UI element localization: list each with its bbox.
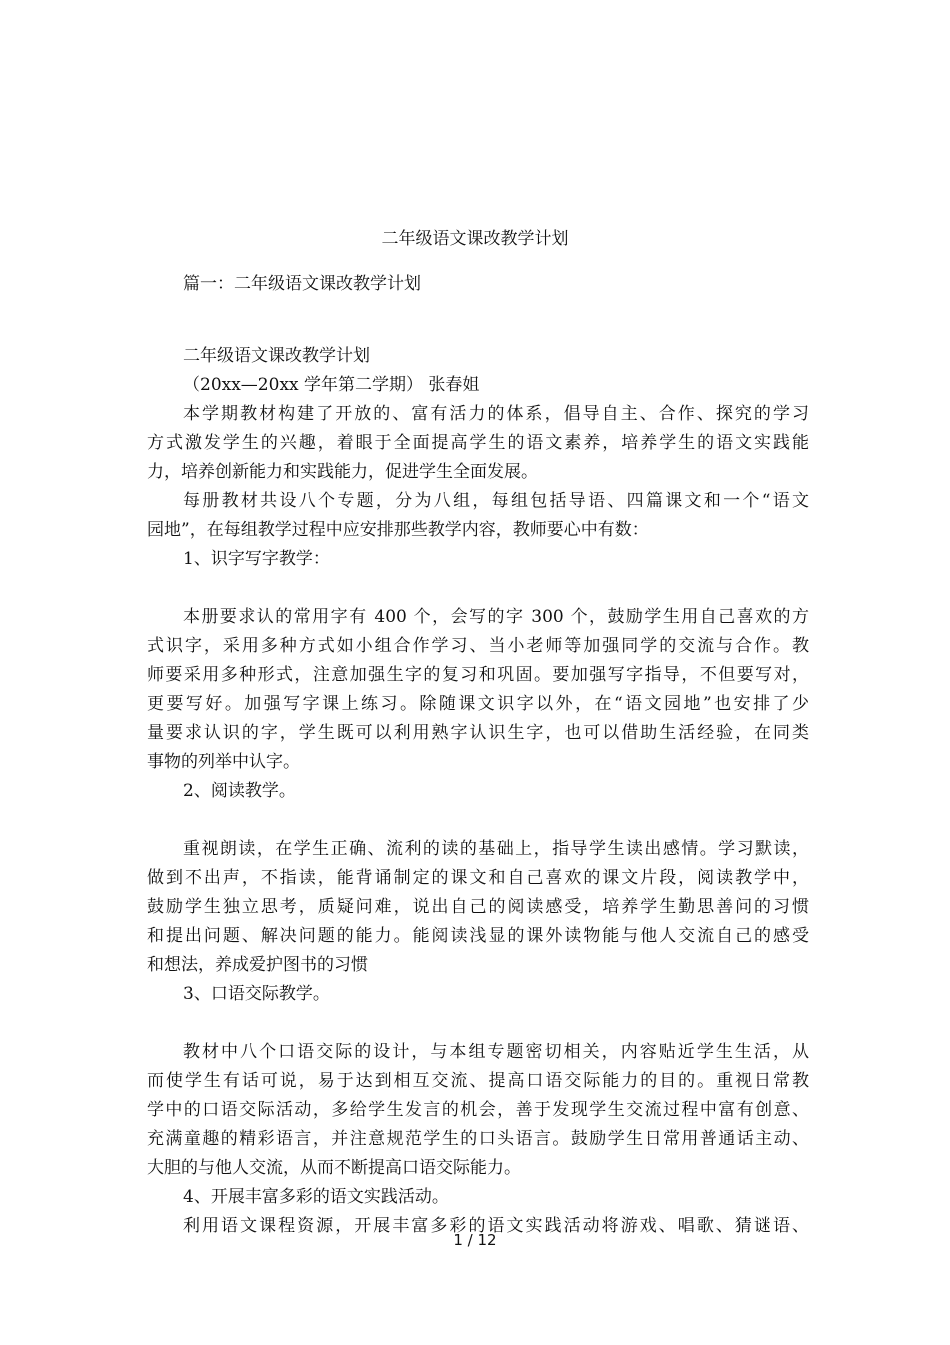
paragraph-line: 充满童趣的精彩语言，并注意规范学生的口头语言。鼓励学生日常用普通话主动、 <box>147 1129 809 1149</box>
paragraph-line: 和提出问题、解决问题的能力。能阅读浅显的课外读物能与他人交流自己的感受 <box>147 926 809 946</box>
paragraph-line: 每册教材共设八个专题，分为八组，每组包括导语、四篇课文和一个“语文 <box>183 491 809 511</box>
paragraph-line: 园地”，在每组教学过程中应安排那些教学内容，教师要心中有数： <box>147 520 649 540</box>
document-body <box>147 270 809 1241</box>
paragraph-line: 师要采用多种形式，注意加强生字的复习和巩固。要加强写字指导，不但要写对， <box>147 665 809 685</box>
paragraph-line: 而使学生有话可说，易于达到相互交流、提高口语交际能力的目的。重视日常教 <box>147 1071 809 1091</box>
paragraph-line: 更要写好。加强写字课上练习。除随课文识字以外，在“语文园地”也安排了少 <box>147 694 809 714</box>
paragraph-line: 力，培养创新能力和实践能力，促进学生全面发展。 <box>147 462 538 482</box>
document-title: 二年级语文课改教学计划 <box>381 229 569 249</box>
sub-title: 二年级语文课改教学计划 <box>183 346 370 366</box>
spacer <box>147 328 809 342</box>
paragraph-line: 大胆的与他人交流，从而不断提高口语交际能力。 <box>147 1158 521 1178</box>
paragraph-line: 方式激发学生的兴趣，着眼于全面提高学生的语文素养，培养学生的语文实践能 <box>147 433 809 453</box>
paragraph-line: 本册要求认的常用字有 400 个，会写的字 300 个，鼓励学生用自己喜欢的方 <box>183 607 809 627</box>
section-heading: 篇一：二年级语文课改教学计划 <box>183 274 421 294</box>
paragraph-line: 做到不出声，不指读，能背诵制定的课文和自己喜欢的课文片段，阅读教学中， <box>147 868 809 888</box>
spacer <box>147 1009 809 1038</box>
paragraph-line: 鼓励学生独立思考，质疑问难，说出自己的阅读感受，培养学生勤思善问的习惯 <box>147 897 809 917</box>
term-line: （20xx—20xx 学年第二学期） 张春姐 <box>183 375 480 395</box>
spacer <box>147 806 809 835</box>
paragraph-line: 量要求认识的字，学生既可以利用熟字认识生字，也可以借助生活经验，在同类 <box>147 723 809 743</box>
list-heading: 2、阅读教学。 <box>183 781 296 801</box>
paragraph-line: 和想法，养成爱护图书的习惯 <box>147 955 368 975</box>
spacer <box>147 574 809 603</box>
paragraph-line: 利用语文课程资源，开展丰富多彩的语文实践活动将游戏、唱歌、猜谜语、 <box>183 1216 809 1236</box>
paragraph-line: 本学期教材构建了开放的、富有活力的体系，倡导自主、合作、探究的学习 <box>183 404 809 424</box>
list-heading: 3、口语交际教学。 <box>183 984 330 1004</box>
list-heading: 1、识字写字教学： <box>183 549 330 569</box>
paragraph-line: 学中的口语交际活动，多给学生发言的机会，善于发现学生交流过程中富有创意、 <box>147 1100 809 1120</box>
spacer <box>147 299 809 328</box>
paragraph-line: 式识字，采用多种方式如小组合作学习、当小老师等加强同学的交流与合作。教 <box>147 636 809 656</box>
paragraph-line: 重视朗读，在学生正确、流利的读的基础上，指导学生读出感情。学习默读， <box>183 839 809 859</box>
paragraph-line: 教材中八个口语交际的设计，与本组专题密切相关，内容贴近学生生活，从 <box>183 1042 809 1062</box>
paragraph-line: 事物的列举中认字。 <box>147 752 300 772</box>
list-heading: 4、开展丰富多彩的语文实践活动。 <box>183 1187 449 1207</box>
page-number: 1 / 12 <box>453 1231 497 1249</box>
